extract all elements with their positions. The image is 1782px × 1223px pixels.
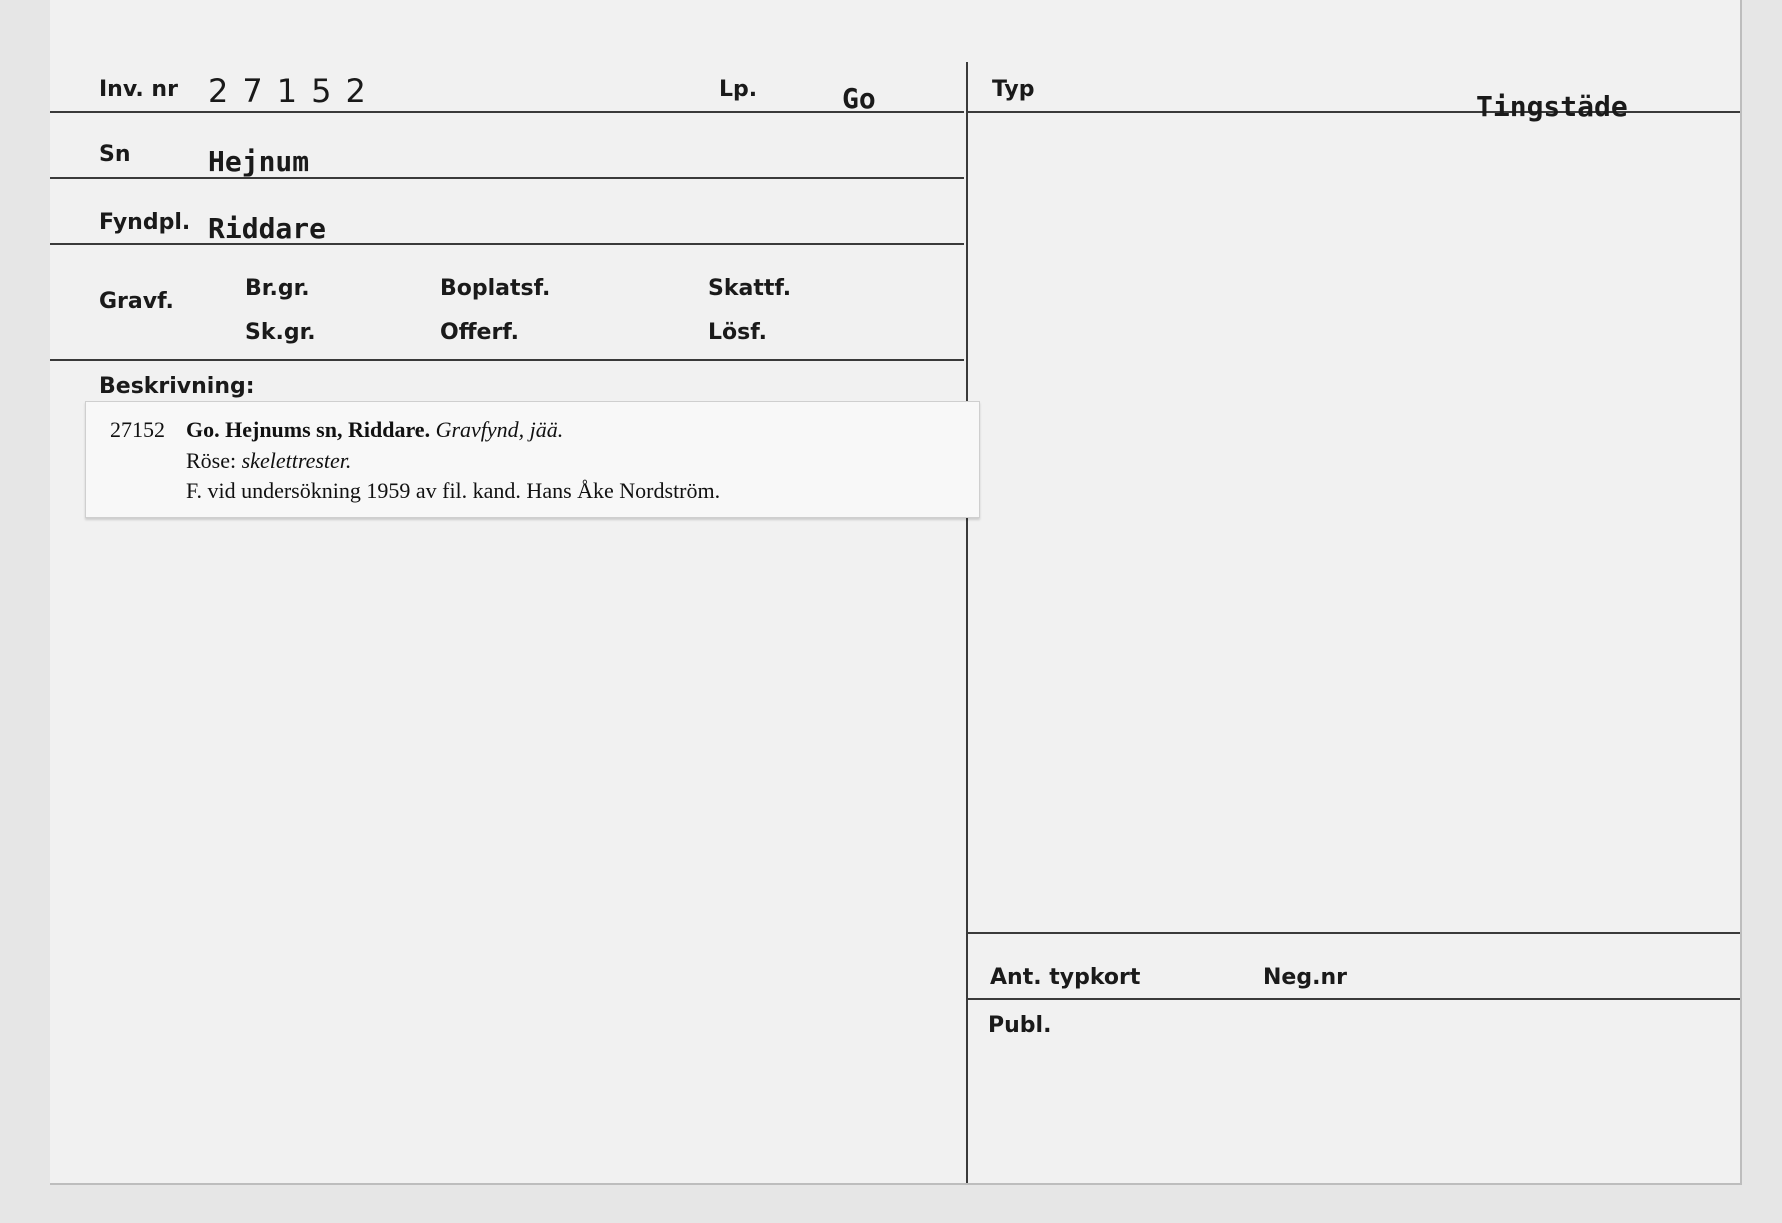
losf-label: Lösf. [708,320,767,345]
typ-label: Typ [992,77,1035,102]
column-divider [966,62,968,1183]
description-line-1 [186,417,563,443]
description-line-1-italic: Gravfynd, jää. [435,417,564,442]
description-line-2-plain: Röse: [186,448,237,473]
offerf-label: Offerf. [440,320,520,345]
rule-fyndpl [50,243,964,245]
typ-value: Tingstäde [1476,90,1628,123]
boplatsf-label: Boplatsf. [440,276,551,301]
publ-label: Publ. [988,1013,1052,1038]
lp-value: Go [842,82,876,115]
sn-value: Hejnum [208,145,310,178]
rule-inv [50,111,964,113]
rule-gravf [50,359,964,361]
description-line-3: F. vid undersökning 1959 av fil. kand. Hans Åke Nordström. [186,478,721,503]
beskrivning-label: Beskrivning: [99,374,255,399]
description-line-1-bold: Go. Hejnums sn, Riddare. [186,417,431,442]
sn-label: Sn [99,142,131,167]
description-line-2 [186,448,351,474]
description-number: 27152 [110,417,165,442]
ant-typkort-label: Ant. typkort [990,965,1141,990]
rule-sn [50,177,964,179]
description-line-2-italic: skelettrester. [241,448,352,473]
sk-gr-label: Sk.gr. [245,320,316,345]
fyndpl-value: Riddare [208,212,327,245]
neg-nr-label: Neg.nr [1263,965,1347,990]
inv-nr-label: Inv. nr [99,77,178,102]
fyndpl-label: Fyndpl. [99,210,191,235]
inv-nr-value: 27152 [208,72,380,110]
rule-publ-top [968,998,1740,1000]
rule-ant-typkort-top [968,932,1740,934]
lp-label: Lp. [719,77,758,102]
gravf-label: Gravf. [99,289,174,314]
skattf-label: Skattf. [708,276,792,301]
br-gr-label: Br.gr. [245,276,310,301]
